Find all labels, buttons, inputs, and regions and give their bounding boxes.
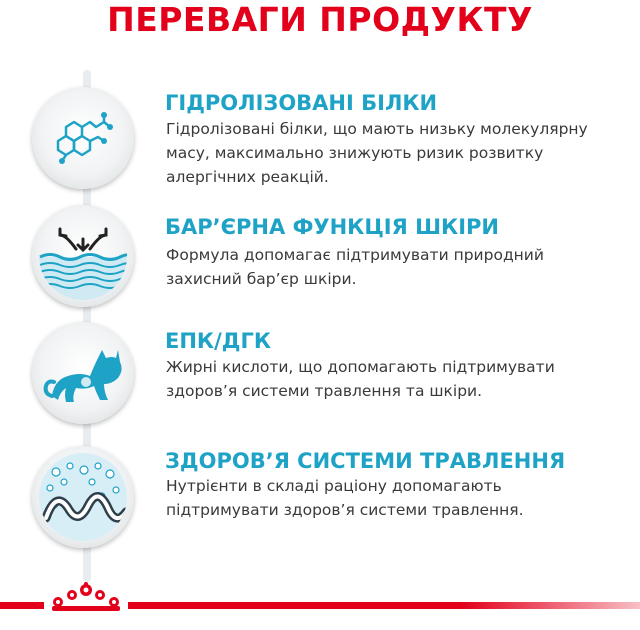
benefit-heading: БАР’ЄРНА ФУНКЦІЯ ШКІРИ bbox=[165, 215, 499, 239]
benefit-description bbox=[166, 117, 636, 189]
benefit-description bbox=[166, 355, 636, 403]
page-title: ПЕРЕВАГИ ПРОДУКТУ bbox=[107, 0, 533, 39]
benefit-heading: ГІДРОЛІЗОВАНІ БІЛКИ bbox=[165, 91, 438, 115]
description-line: масу, максимально знижують ризик розвитку bbox=[166, 144, 544, 162]
benefit-description bbox=[166, 474, 636, 522]
skin-barrier-icon bbox=[32, 205, 134, 307]
benefit-description bbox=[166, 243, 636, 291]
description-line: підтримувати здоров’я системи травлення. bbox=[166, 501, 524, 519]
description-line: алергічних реакцій. bbox=[166, 168, 329, 186]
description-line: Жирні кислоти, що допомагають підтримувати bbox=[166, 358, 555, 376]
description-line: Формула допомагає підтримувати природний bbox=[166, 246, 544, 264]
intestine-icon bbox=[32, 446, 134, 548]
description-line: здоров’я системи травлення та шкіри. bbox=[166, 382, 483, 400]
description-line: Гідролізовані білки, що мають низьку молекулярну bbox=[166, 120, 588, 138]
footer-accent-line bbox=[128, 602, 640, 609]
description-line: захисний бар’єр шкіри. bbox=[166, 270, 357, 288]
cat-icon bbox=[32, 322, 134, 424]
molecule-icon bbox=[32, 87, 134, 189]
footer-accent-line bbox=[0, 602, 44, 609]
benefit-heading: ЗДОРОВ’Я СИСТЕМИ ТРАВЛЕННЯ bbox=[165, 449, 566, 473]
royal-canin-crown-icon bbox=[46, 582, 126, 612]
benefit-heading: ЕПК/ДГК bbox=[165, 329, 272, 353]
description-line: Нутрієнти в складі раціону допомагають bbox=[166, 477, 502, 495]
